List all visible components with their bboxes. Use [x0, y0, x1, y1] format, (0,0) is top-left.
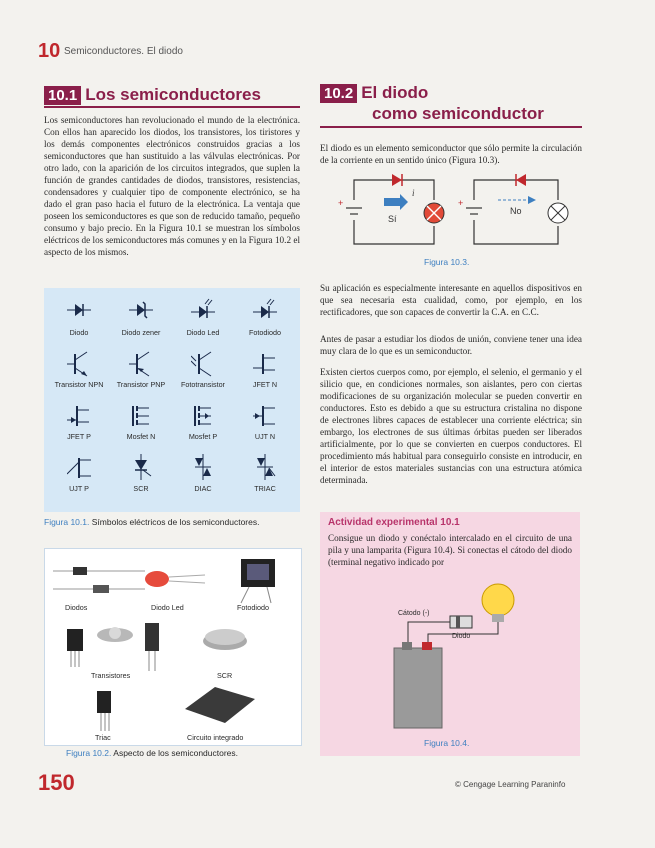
- symbol-label: UJT N: [254, 432, 276, 441]
- symbol-cell: [110, 294, 172, 346]
- symbol-cell: [172, 294, 234, 346]
- plus-sign-right: +: [458, 198, 464, 208]
- led-photo: [145, 571, 205, 587]
- diodos-photo: [53, 567, 145, 593]
- semiconductor-symbol-icon: [67, 402, 93, 430]
- plus-sign-left: +: [338, 198, 344, 208]
- figure-10-1-caption: [44, 517, 304, 527]
- transistores-photo: [67, 623, 159, 671]
- section2-paragraph-3: Antes de pasar a estudiar los diodos de unión, conviene tener una idea muy clara de lo que es un semiconductor.: [320, 334, 582, 356]
- label-diodo-led: Diodo Led: [151, 603, 184, 612]
- symbol-label: UJT P: [69, 484, 89, 493]
- symbol-cell: [48, 450, 110, 502]
- label-triac: Triac: [95, 733, 111, 742]
- symbol-cell: [48, 398, 110, 450]
- bulb-icon: [482, 584, 514, 616]
- symbol-cell: [48, 294, 110, 346]
- activity-text: Consigue un diodo y conéctalo intercalado en el circuito de una pila y una lamparita (Figura 10.4). Si conectas el cátodo del diodo (terminal negativo indicado por: [328, 533, 572, 567]
- section2-rule: [320, 126, 582, 128]
- diode-circuit-diagram: [334, 170, 584, 254]
- semiconductor-symbol-icon: [253, 350, 279, 378]
- diode-reverse-icon: [516, 174, 526, 186]
- section1-heading: [44, 85, 261, 105]
- section2-paragraph-4: Existen ciertos cuerpos como, por ejemplo, el selenio, el germanio y el silicio que, en condiciones normales, son aislantes, pero con ciertas modificaciones de su organización molecular se pueden convertir en conductores. Esto es debido a que su estructura cristalina no dispone de electrones libres capaces de establecer una corriente eléctrica; sin embargo, los electrones de sus últimas órbitas pueden ser liberados artificialmente, por lo que se convierten en cuerpos conductores. El procedimiento más habitual para conseguirlo consiste en introducir, en el interior de estos materiales sustancias con una estructura atómica determinada.: [320, 367, 582, 485]
- semiconductor-symbol-icon: [253, 402, 279, 430]
- symbol-label: JFET P: [67, 432, 91, 441]
- semiconductor-symbol-icon: [191, 402, 217, 430]
- symbol-label: SCR: [133, 484, 149, 493]
- symbol-cell: [110, 398, 172, 450]
- figure-10-1-text: Símbolos eléctricos de los semiconductores.: [91, 517, 260, 527]
- chapter-number: 10: [38, 40, 61, 62]
- current-arrow-icon: [384, 194, 408, 210]
- section1-rule: [44, 106, 300, 108]
- symbol-label: Diodo Led: [186, 328, 220, 337]
- figure-10-1-symbols: [44, 288, 300, 512]
- symbol-cell: [234, 398, 296, 450]
- components-illustration: [45, 549, 301, 745]
- symbol-cell: [234, 346, 296, 398]
- symbol-cell: [172, 346, 234, 398]
- semiconductor-symbol-icon: [129, 402, 155, 430]
- semiconductor-symbol-icon: [129, 350, 155, 378]
- label-transistores: Transistores: [91, 671, 131, 680]
- figure-10-3-caption: [424, 257, 469, 267]
- no-label: No: [510, 206, 522, 216]
- symbol-cell: [48, 346, 110, 398]
- symbol-label: Fotodiodo: [249, 328, 281, 337]
- si-label: Sí: [388, 214, 397, 224]
- figure-10-2-photos: [44, 548, 302, 746]
- section2-intro: El diodo es un elemento semiconductor que sólo permite la circulación de la corriente en un sentido único (Figura 10.3).: [320, 143, 582, 165]
- semiconductor-symbol-icon: [129, 298, 155, 326]
- chapter-title: Semiconductores. El diodo: [64, 46, 183, 57]
- symbol-label: Diodo zener: [121, 328, 161, 337]
- semiconductor-symbol-icon: [253, 454, 279, 482]
- section1-title: Los semiconductores: [85, 85, 261, 104]
- symbol-cell: [234, 450, 296, 502]
- label-scr: SCR: [217, 671, 233, 680]
- semiconductor-symbol-icon: [191, 350, 217, 378]
- figure-10-4-number: Figura 10.4.: [424, 738, 470, 748]
- copyright: © Cengage Learning Paraninfo: [455, 780, 566, 789]
- figure-10-4-caption: [424, 738, 469, 748]
- symbol-label: JFET N: [252, 380, 278, 389]
- label-diodos: Diodos: [65, 603, 88, 612]
- figure-10-4-illustration: [380, 576, 530, 734]
- label-fotodiodo: Fotodiodo: [237, 603, 269, 612]
- symbol-cell: [110, 346, 172, 398]
- activity-box: [320, 512, 580, 756]
- ic-photo: [185, 687, 255, 723]
- symbol-label: Transistor NPN: [54, 380, 104, 389]
- diode-forward-icon: [392, 174, 402, 186]
- battery-icon: [394, 648, 442, 728]
- label-catodo: Cátodo (-): [398, 610, 430, 617]
- section1-badge: 10.1: [44, 86, 81, 105]
- section2-title-line1: El diodo: [361, 83, 429, 102]
- page-number: 150: [38, 770, 75, 795]
- diode-component-icon: [450, 616, 472, 628]
- symbol-cell: [234, 294, 296, 346]
- semiconductor-symbol-icon: [67, 454, 93, 482]
- figure-10-3-number: Figura 10.3.: [424, 257, 470, 267]
- section2-title-line2: como semiconductor: [372, 104, 544, 123]
- semiconductor-symbol-icon: [191, 454, 217, 482]
- semiconductor-symbol-icon: [67, 298, 93, 326]
- section2-heading: [320, 83, 428, 103]
- symbol-label: TRIAC: [254, 484, 276, 493]
- section2-badge: 10.2: [320, 84, 357, 103]
- activity-heading: Actividad experimental 10.1: [328, 517, 460, 528]
- triac-photo: [97, 691, 111, 731]
- symbol-label: Transistor PNP: [116, 380, 166, 389]
- section1-paragraph: Los semiconductores han revolucionado el mundo de la electrónica. Con ellos han aparecido los diodos, los transistores, los tiristores y los demás componentes electrónicos construidos gracias a los semiconductores que han sustituido a las válvulas electrónicas. Por otro lado, con la aparición de los circuitos integrados, que suplen la función de grandes cantidades de diodos, transistores, resistencias, condensadores y cualquier tipo de componente electrónico, se ha dado el gran paso hacia el futuro de la electrónica. La ventaja que poseen los semiconductores es que son de reducido tamaño, pequeño consumo y bajo precio. En la Figura 10.1 se muestran los símbolos eléctricos de los semiconductores más comunes y en la Figura 10.2 el aspecto de los mismos.: [44, 115, 300, 257]
- label-circuito-integrado: Circuito integrado: [187, 733, 244, 742]
- semiconductor-symbol-icon: [129, 454, 155, 482]
- semiconductor-symbol-icon: [191, 298, 217, 326]
- scr-photo: [203, 629, 247, 650]
- figure-10-2-number: Figura 10.2.: [66, 748, 112, 758]
- figure-10-2-caption: [66, 748, 306, 758]
- symbol-label: Mosfet P: [188, 432, 218, 441]
- symbol-label: Mosfet N: [126, 432, 156, 441]
- semiconductor-symbol-icon: [253, 298, 279, 326]
- figure-10-1-number: Figura 10.1.: [44, 517, 90, 527]
- symbol-cell: [110, 450, 172, 502]
- section2-paragraph-2: Su aplicación es especialmente interesante en aquellos dispositivos en que sea necesaria esta cualidad, como, por ejemplo, en los rectificadores, que son capaces de convertir la C.A. en C.C.: [320, 283, 582, 317]
- symbol-label: DIAC: [194, 484, 212, 493]
- symbol-label: Diodo: [69, 328, 89, 337]
- figure-10-3-circuits: [334, 170, 584, 254]
- current-label: i: [412, 188, 415, 198]
- label-diodo: Diodo: [452, 633, 471, 640]
- circuit-forward: [346, 180, 434, 244]
- symbol-cell: [172, 450, 234, 502]
- figure-10-2-text: Aspecto de los semiconductores.: [113, 748, 239, 758]
- symbol-label: Fototransistor: [181, 380, 225, 389]
- symbol-cell: [172, 398, 234, 450]
- semiconductor-symbol-icon: [67, 350, 93, 378]
- photodiode-photo: [241, 559, 275, 603]
